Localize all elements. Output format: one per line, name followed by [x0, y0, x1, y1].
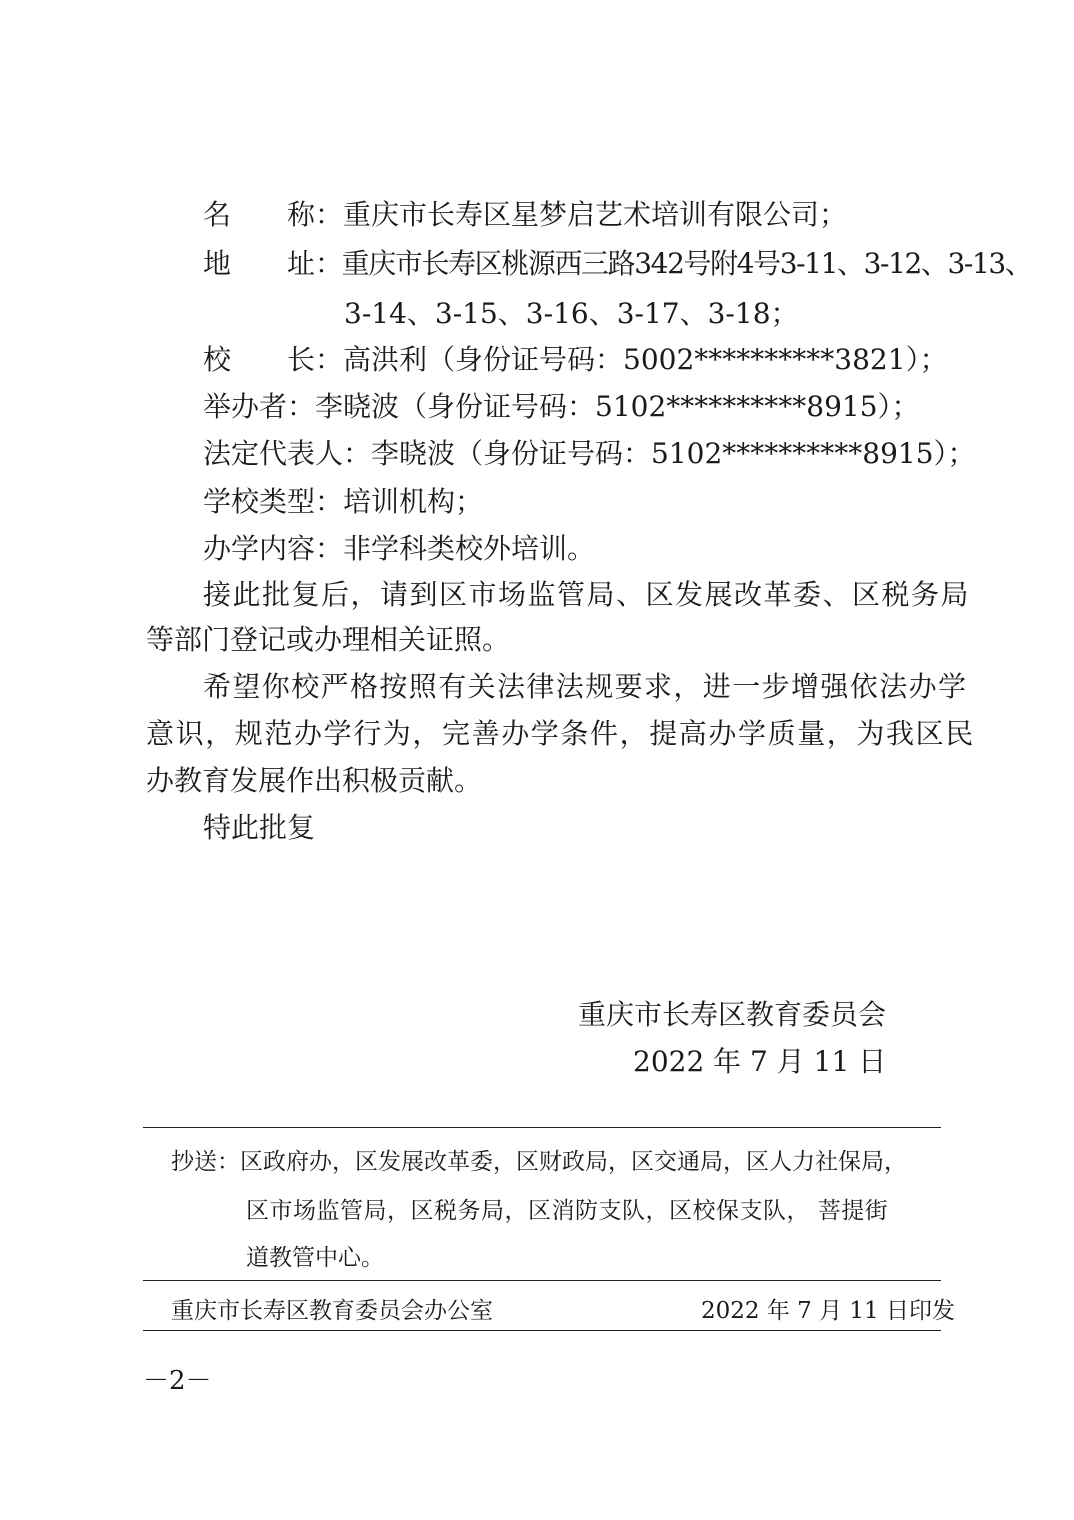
principal-label-b: 长 [287, 343, 316, 376]
cc-line2: 区市场监管局，区税务局，区消防支队，区校保支队， 菩提街 [246, 1198, 889, 1224]
principal-value: 高洪利（身份证号码：5002**********3821）； [343, 343, 948, 376]
name-row [203, 198, 847, 232]
cc-bottom-rule [143, 1280, 941, 1281]
sponsor-row [203, 390, 920, 424]
content-row [203, 532, 595, 566]
cc-top-rule [143, 1127, 941, 1128]
legal-rep-row [203, 437, 976, 471]
cc-text-1: 区政府办，区发展改革委，区财政局，区交通局，区人力社保局， [240, 1149, 907, 1175]
signature-date: 2022 年 7 月 11 日 [633, 1045, 887, 1078]
para1-line1: 接此批复后，请到区市场监管局、区发展改革委、区税务局 [203, 578, 971, 611]
address-value: 重庆市长寿区桃源西三路342号附4号3-11、3-12、3-13、 [341, 247, 1032, 280]
cc-line1 [171, 1147, 907, 1177]
school-type-label: 学校类型： [203, 485, 344, 518]
legal-rep-value: 李晓波（身份证号码：5102**********8915）； [371, 437, 976, 470]
para1-line2: 等部门登记或办理相关证照。 [146, 623, 511, 656]
name-label-a: 名 [203, 198, 232, 231]
school-type-value: 培训机构； [343, 485, 484, 518]
address-sep: ： [315, 247, 342, 280]
sponsor-value: 李晓波（身份证号码：5102**********8915）； [315, 390, 920, 423]
name-value: 重庆市长寿区星梦启艺术培训有限公司； [343, 198, 848, 231]
legal-rep-label: 法定代表人： [203, 437, 372, 470]
address-label-a: 地 [203, 247, 232, 280]
closing-text: 特此批复 [203, 811, 316, 844]
footer-bottom-rule [143, 1330, 941, 1331]
address-row [203, 247, 1031, 281]
para2-line1: 希望你校严格按照有关法律法规要求，进一步增强依法办学 [203, 670, 968, 703]
address-value-cont: 3-14、3-15、3-16、3-17、3-18； [344, 297, 799, 330]
name-sep: ： [315, 198, 344, 231]
principal-label-a: 校 [203, 343, 232, 376]
school-type-row [203, 485, 483, 519]
para2-line2: 意识，规范办学行为，完善办学条件，提高办学质量，为我区民 [146, 717, 975, 750]
signature-org: 重庆市长寿区教育委员会 [578, 998, 887, 1031]
cc-line3: 道教管中心。 [246, 1245, 384, 1271]
para2-line3: 办教育发展作出积极贡献。 [146, 764, 483, 797]
principal-sep: ： [315, 343, 344, 376]
page-number: －2－ [143, 1366, 212, 1396]
principal-row [203, 343, 948, 377]
content-label: 办学内容： [203, 532, 344, 565]
footer-office: 重庆市长寿区教育委员会办公室 [171, 1298, 493, 1324]
address-label-b: 址 [287, 247, 316, 280]
footer-print-date: 2022 年 7 月 11 日印发 [701, 1298, 955, 1324]
cc-label: 抄送： [171, 1149, 240, 1175]
sponsor-label: 举办者： [203, 390, 316, 423]
name-label-b: 称 [287, 198, 316, 231]
content-value: 非学科类校外培训。 [343, 532, 596, 565]
